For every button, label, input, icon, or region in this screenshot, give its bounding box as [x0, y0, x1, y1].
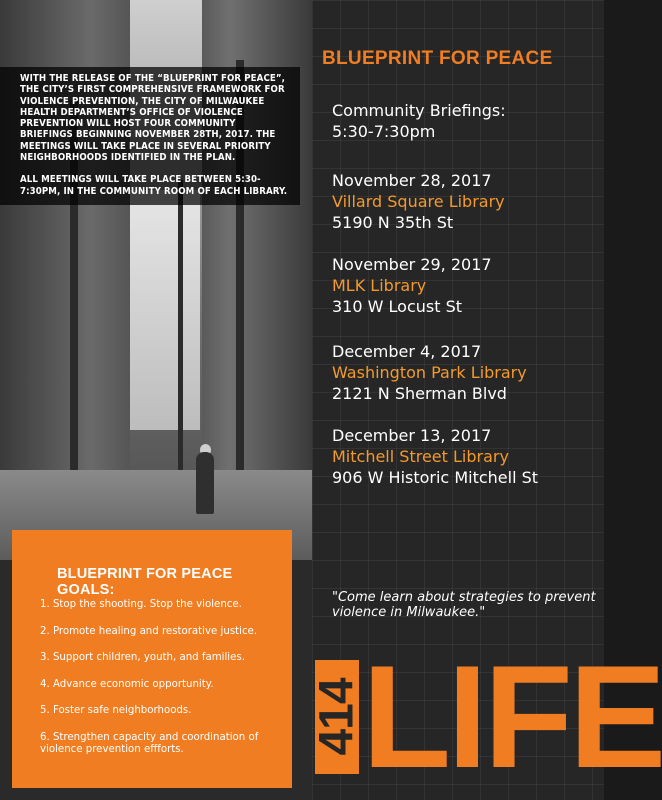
goal-item: 4. Advance economic opportunity. — [40, 678, 214, 690]
event-venue: Mitchell Street Library — [332, 447, 509, 466]
utility-pole — [178, 180, 183, 510]
event-address: 5190 N 35th St — [332, 213, 454, 232]
briefing-label: Community Briefings: — [332, 101, 506, 120]
goal-item: 1. Stop the shooting. Stop the violence. — [40, 599, 242, 610]
414-life-logo — [310, 635, 662, 798]
event-venue: Washington Park Library — [332, 363, 527, 382]
briefing-time: 5:30-7:30pm — [332, 122, 436, 141]
intro-text-block — [0, 67, 300, 205]
event-address: 906 W Historic Mitchell St — [332, 468, 539, 487]
goal-item: 2. Promote healing and restorative justice. — [40, 625, 258, 637]
logo-number-block — [310, 660, 364, 774]
event-address: 310 W Locust St — [332, 297, 463, 316]
quote-text: "Come learn about strategies to prevent violence in Milwaukee." — [332, 590, 596, 620]
goals-list — [40, 599, 285, 771]
event-venue: Villard Square Library — [332, 192, 505, 211]
event-item — [332, 170, 602, 233]
event-item — [332, 254, 602, 317]
alley-sky — [120, 190, 200, 430]
event-address: 2121 N Sherman Blvd — [332, 384, 507, 403]
schedule-panel — [310, 0, 662, 800]
event-date: December 4, 2017 — [332, 342, 482, 361]
intro-paragraph: ALL MEETINGS WILL TAKE PLACE BETWEEN 5:30-7:30PM, IN THE COMMUNITY ROOM OF EACH LIBRARY. — [20, 174, 288, 197]
logo-word: LIFE — [362, 635, 662, 798]
briefing-info — [332, 100, 506, 142]
event-date: November 28, 2017 — [332, 171, 492, 190]
event-date: December 13, 2017 — [332, 426, 492, 445]
goals-heading: BLUEPRINT FOR PEACE GOALS: — [57, 566, 233, 598]
intro-paragraph: WITH THE RELEASE OF THE “BLUEPRINT FOR PEACE”, THE CITY’S FIRST COMPREHENSIVE FRAMEWORK FOR VIOLENCE PREVENTION, THE CITY OF MILWAUKEE HEALTH DEPARTMENT’S OFFICE OF VIOLENCE PREVENTION WILL HOST FOUR COMMUNITY BRIEFINGS BEGINNING NOVEMBER 28TH, 2017. THE MEETINGS WILL TAKE PLACE IN SEVERAL PRIORITY NEIGHBORHOODS IDENTIFIED IN THE PLAN. — [20, 73, 286, 164]
page-title: BLUEPRINT FOR PEACE — [322, 48, 553, 69]
walking-person — [196, 452, 214, 514]
goal-item: 6. Strengthen capacity and coordination of violence prevention effforts. — [40, 731, 259, 755]
logo-number: 414 — [310, 678, 364, 756]
event-item — [332, 425, 602, 488]
goals-box — [12, 530, 292, 788]
goal-item: 3. Support children, youth, and families. — [40, 652, 245, 663]
event-date: November 29, 2017 — [332, 255, 492, 274]
event-item — [332, 341, 602, 404]
goal-item: 5. Foster safe neighborhoods. — [40, 705, 192, 716]
event-venue: MLK Library — [332, 276, 427, 295]
